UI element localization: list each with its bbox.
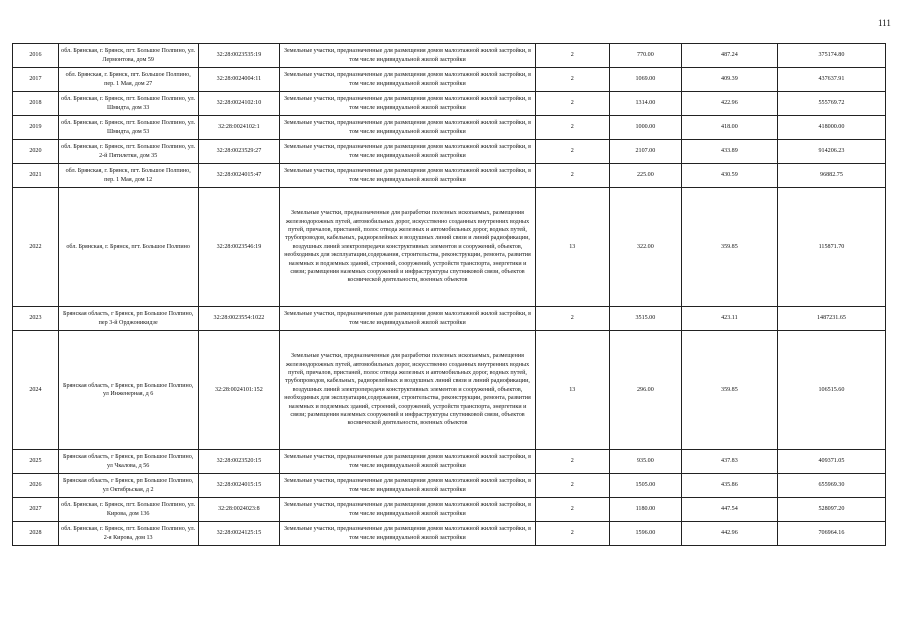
- row-number-cell: 2017: [13, 68, 59, 92]
- specific-value-cell: 447.54: [681, 498, 777, 522]
- row-number-cell: 2025: [13, 450, 59, 474]
- area-cell: 1180.00: [609, 498, 681, 522]
- cadastral-value-cell: 655969.30: [777, 474, 885, 498]
- address-cell: обл. Брянская, г. Брянск, пгт. Большое Полпино, пер. 1 Мая, дом 12: [58, 164, 198, 188]
- address-cell: Брянская область, г Брянск, рп Большое Полпино, ул Инженерная, д 6: [58, 331, 198, 450]
- specific-value-cell: 437.83: [681, 450, 777, 474]
- group-cell: 2: [535, 92, 609, 116]
- specific-value-cell: 359.85: [681, 188, 777, 307]
- area-cell: 1069.00: [609, 68, 681, 92]
- row-number-cell: 2028: [13, 522, 59, 546]
- address-cell: обл. Брянская, г. Брянск, пгт. Большое Полпино, ул. Кирова, дом 136: [58, 498, 198, 522]
- area-cell: 1596.00: [609, 522, 681, 546]
- specific-value-cell: 430.59: [681, 164, 777, 188]
- cadastral-number-cell: 32:28:0024102:1: [198, 116, 280, 140]
- group-cell: 13: [535, 188, 609, 307]
- row-number-cell: 2019: [13, 116, 59, 140]
- group-cell: 2: [535, 140, 609, 164]
- specific-value-cell: 409.39: [681, 68, 777, 92]
- group-cell: 2: [535, 116, 609, 140]
- address-cell: Брянская область, г Брянск, рп Большое Полпино, ул Октябрьская, д 2: [58, 474, 198, 498]
- table-body: [13, 44, 886, 546]
- address-cell: обл. Брянская, г. Брянск, пгт. Большое Полпино, ул. 2-я Кирова, дом 13: [58, 522, 198, 546]
- table-row: [13, 498, 886, 522]
- address-cell: обл. Брянская, г. Брянск, пгт. Большое Полпино, ул. Шмидта, дом 33: [58, 92, 198, 116]
- address-cell: обл. Брянская, г. Брянск, пгт. Большое Полпино: [58, 188, 198, 307]
- specific-value-cell: 359.85: [681, 331, 777, 450]
- group-cell: 2: [535, 522, 609, 546]
- cadastral-number-cell: 32:28:0024023:8: [198, 498, 280, 522]
- table-row: [13, 188, 886, 307]
- area-cell: 770.00: [609, 44, 681, 68]
- group-cell: 13: [535, 331, 609, 450]
- area-cell: 1505.00: [609, 474, 681, 498]
- cadastral-value-cell: 706964.16: [777, 522, 885, 546]
- group-cell: 2: [535, 474, 609, 498]
- land-category-cell: Земельные участки, предназначенные для размещения домов малоэтажной жилой застройки, в том числе индивидуальной жилой застройки: [280, 68, 535, 92]
- address-cell: Брянская область, г Брянск, рп Большое Полпино, ул Чкалова, д 56: [58, 450, 198, 474]
- area-cell: 2107.00: [609, 140, 681, 164]
- row-number-cell: 2026: [13, 474, 59, 498]
- specific-value-cell: 487.24: [681, 44, 777, 68]
- land-category-cell: Земельные участки, предназначенные для размещения домов малоэтажной жилой застройки, в том числе индивидуальной жилой застройки: [280, 450, 535, 474]
- address-cell: обл. Брянская, г. Брянск, пгт. Большое Полпино, ул. Шмидта, дом 53: [58, 116, 198, 140]
- row-number-cell: 2022: [13, 188, 59, 307]
- land-category-cell: Земельные участки, предназначенные для размещения домов малоэтажной жилой застройки, в том числе индивидуальной жилой застройки: [280, 44, 535, 68]
- land-category-cell: Земельные участки, предназначенные для размещения домов малоэтажной жилой застройки, в том числе индивидуальной жилой застройки: [280, 116, 535, 140]
- group-cell: 2: [535, 44, 609, 68]
- group-cell: 2: [535, 307, 609, 331]
- cadastral-value-cell: 555769.72: [777, 92, 885, 116]
- area-cell: 296.00: [609, 331, 681, 450]
- cadastral-value-cell: 409371.05: [777, 450, 885, 474]
- land-category-cell: Земельные участки, предназначенные для размещения домов малоэтажной жилой застройки, в том числе индивидуальной жилой застройки: [280, 522, 535, 546]
- cadastral-number-cell: 32:28:0023529:27: [198, 140, 280, 164]
- address-cell: Брянская область, г Брянск, рп Большое Полпино, пер 3-й Орджоникидзе: [58, 307, 198, 331]
- table-row: [13, 450, 886, 474]
- specific-value-cell: 442.96: [681, 522, 777, 546]
- cadastral-value-cell: 914206.23: [777, 140, 885, 164]
- table-row: [13, 522, 886, 546]
- row-number-cell: 2027: [13, 498, 59, 522]
- row-number-cell: 2016: [13, 44, 59, 68]
- area-cell: 935.00: [609, 450, 681, 474]
- land-category-cell: Земельные участки, предназначенные для размещения домов малоэтажной жилой застройки, в том числе индивидуальной жилой застройки: [280, 164, 535, 188]
- row-number-cell: 2024: [13, 331, 59, 450]
- row-number-cell: 2020: [13, 140, 59, 164]
- cadastral-number-cell: 32:28:0023535:19: [198, 44, 280, 68]
- cadastral-value-cell: 106515.60: [777, 331, 885, 450]
- cadastral-value-cell: 418000.00: [777, 116, 885, 140]
- area-cell: 1000.00: [609, 116, 681, 140]
- cadastral-number-cell: 32:28:0023546:19: [198, 188, 280, 307]
- row-number-cell: 2023: [13, 307, 59, 331]
- cadastral-number-cell: 32:28:0023520:15: [198, 450, 280, 474]
- table-row: [13, 474, 886, 498]
- table-row: [13, 116, 886, 140]
- row-number-cell: 2018: [13, 92, 59, 116]
- land-category-cell: Земельные участки, предназначенные для размещения домов малоэтажной жилой застройки, в том числе индивидуальной жилой застройки: [280, 140, 535, 164]
- table-row: [13, 68, 886, 92]
- specific-value-cell: 423.11: [681, 307, 777, 331]
- land-registry-table: [12, 43, 886, 546]
- table-row: [13, 92, 886, 116]
- land-category-cell: Земельные участки, предназначенные для размещения домов малоэтажной жилой застройки, в том числе индивидуальной жилой застройки: [280, 474, 535, 498]
- table-row: [13, 164, 886, 188]
- area-cell: 1314.00: [609, 92, 681, 116]
- table-row: [13, 331, 886, 450]
- table-row: [13, 44, 886, 68]
- cadastral-number-cell: 32:28:0024102:10: [198, 92, 280, 116]
- cadastral-number-cell: 32:28:0024101:152: [198, 331, 280, 450]
- cadastral-value-cell: 115871.70: [777, 188, 885, 307]
- land-category-cell: Земельные участки, предназначенные для размещения домов малоэтажной жилой застройки, в том числе индивидуальной жилой застройки: [280, 307, 535, 331]
- land-category-cell: Земельные участки, предназначенные для разработки полезных ископаемых, размещения железнодорожных путей, автомобильных дорог, искусственно созданных внутренних водных путей, причалов, пристаней, полос отвода железных и автомобильных дорог, водных путей, трубопроводов, кабельных, радиорелейных и воздушных линий связи и линий радиофикации, воздушных линий электропередачи конструктивных элементов и сооружений, объектов, необходимых для эксплуатации,содержания, строительства, реконструкции, ремонта, развития наземных и подземных зданий, строений, сооружений, устройств транспорта, энергетики и связи; размещения наземных сооружений и инфраструктуры спутниковой связи, объектов космической деятельности, военных объектов: [280, 188, 535, 307]
- area-cell: 322.00: [609, 188, 681, 307]
- row-number-cell: 2021: [13, 164, 59, 188]
- specific-value-cell: 435.86: [681, 474, 777, 498]
- cadastral-number-cell: 32:28:0024015:15: [198, 474, 280, 498]
- land-category-cell: Земельные участки, предназначенные для размещения домов малоэтажной жилой застройки, в том числе индивидуальной жилой застройки: [280, 92, 535, 116]
- area-cell: 3515.00: [609, 307, 681, 331]
- cadastral-value-cell: 437637.91: [777, 68, 885, 92]
- address-cell: обл. Брянская, г. Брянск, пгт. Большое Полпино, пер. 1 Мая, дом 27: [58, 68, 198, 92]
- cadastral-value-cell: 375174.80: [777, 44, 885, 68]
- group-cell: 2: [535, 498, 609, 522]
- specific-value-cell: 422.96: [681, 92, 777, 116]
- cadastral-number-cell: 32:28:0024004:11: [198, 68, 280, 92]
- cadastral-number-cell: 32:28:0024125:15: [198, 522, 280, 546]
- land-category-cell: Земельные участки, предназначенные для разработки полезных ископаемых, размещения железнодорожных путей, автомобильных дорог, искусственно созданных внутренних водных путей, причалов, пристаней, полос отвода железных и автомобильных дорог, водных путей, трубопроводов, кабельных, радиорелейных и воздушных линий связи и линий радиофикации, воздушных линий электропередачи конструктивных элементов и сооружений, объектов, необходимых для эксплуатации,содержания, строительства, реконструкции, ремонта, развития наземных и подземных зданий, строений, сооружений, устройств транспорта, энергетики и связи; размещения наземных сооружений и инфраструктуры спутниковой связи, объектов космической деятельности, военных объектов: [280, 331, 535, 450]
- cadastral-number-cell: 32:28:0024015:47: [198, 164, 280, 188]
- cadastral-value-cell: 1487231.65: [777, 307, 885, 331]
- page-number: 111: [878, 18, 891, 28]
- area-cell: 225.00: [609, 164, 681, 188]
- land-category-cell: Земельные участки, предназначенные для размещения домов малоэтажной жилой застройки, в том числе индивидуальной жилой застройки: [280, 498, 535, 522]
- table-row: [13, 307, 886, 331]
- cadastral-value-cell: 96882.75: [777, 164, 885, 188]
- group-cell: 2: [535, 164, 609, 188]
- table-row: [13, 140, 886, 164]
- cadastral-value-cell: 528097.20: [777, 498, 885, 522]
- group-cell: 2: [535, 450, 609, 474]
- group-cell: 2: [535, 68, 609, 92]
- specific-value-cell: 433.89: [681, 140, 777, 164]
- specific-value-cell: 418.00: [681, 116, 777, 140]
- address-cell: обл. Брянская, г. Брянск, пгт. Большое Полпино, ул. Лермонтова, дом 59: [58, 44, 198, 68]
- address-cell: обл. Брянская, г. Брянск, пгт. Большое Полпино, ул. 2-й Пятилетки, дом 35: [58, 140, 198, 164]
- cadastral-number-cell: 32:28:0023554:1022: [198, 307, 280, 331]
